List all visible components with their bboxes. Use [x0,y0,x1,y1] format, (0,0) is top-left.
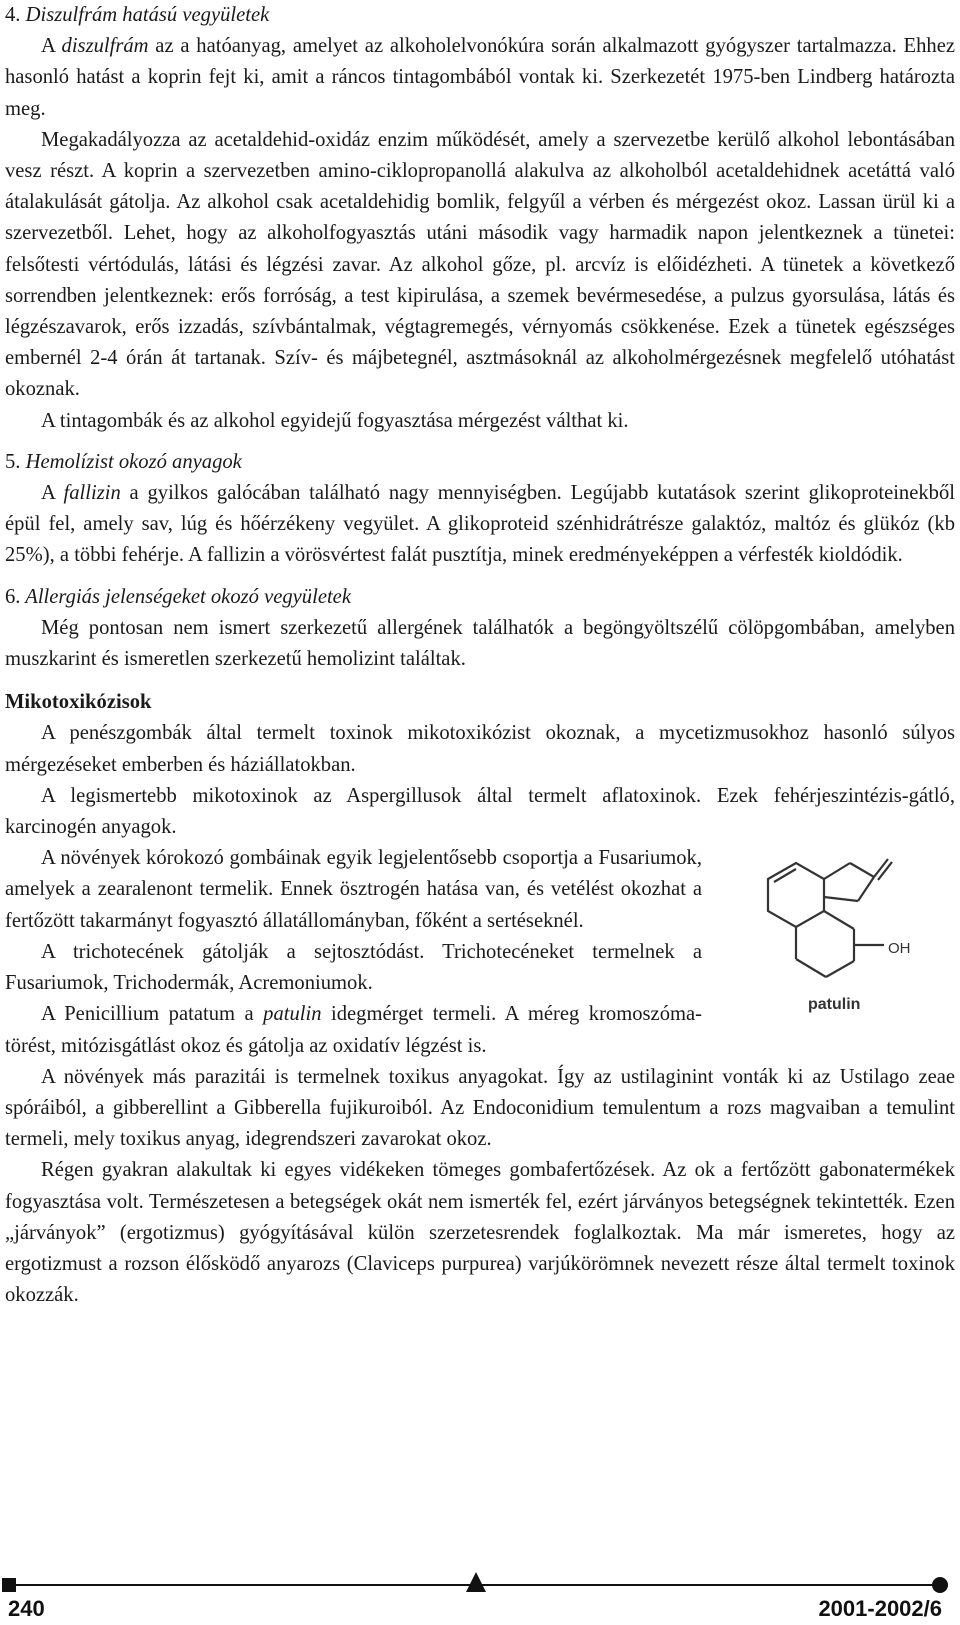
section-4-heading [5,0,955,31]
section-5-title: Hemolízist okozó anyagok [25,450,242,473]
myco-paragraph-1: A penészgombák által termelt toxinok mikotoxikózist okoznak, a mycetizmusokhoz hasonló súlyos mérgezéseket emberben és háziállatokban. [5,722,955,776]
myco-paragraph-6: A növények más parazitái is termelnek toxikus anyagokat. Így az ustilaginint vonták ki az Ustilago zeae spóráiból, a gibberellint a Gibberella fujikuroiból. Az Endoconidium temulentum a rozs magvaiban a temulint termeli, mely toxikus anyag, idegrendszeri zavarokat okoz. [5,1065,955,1151]
section-4-number: 4. [5,4,21,26]
footer-triangle-marker [466,1572,486,1592]
patulin-structure-figure [720,849,955,1054]
section-6-paragraph-1: Még pontosan nem ismert szerkezetű allergének találhatók a begöngyöltszélű cölöpgombában, amelyben muszkarint és ismeretlen szerkezetű hemolizint találtak. [5,616,955,671]
section-4-paragraph-1 [5,31,955,125]
section-4-paragraph-2: Megakadályozza az acetaldehid-oxidáz enzim működését, amely a szervezetbe kerülő alkohol lebontásában vesz részt. A koprin a szervezetben amino-ciklopropanollá alakulva az alkoholból acetaldehidnek acetáttá való átalakulását gátolja. Az alkohol csak acetaldehidig bomlik, felgyűl a vérben és mérgezést okoz. Lassan ürül ki a szervezetből. Lehet, hogy az alkoholfogyasztás utáni második vagy harmadik napon jelentkeznek a tünetei: felsőtesti vértódulás, látási és légzési zavar. Az alkohol gőze, pl. arcvíz is előidézheti. A tünetek a következő sorrendben jelentkeznek: erős forróság, a test kipirulása, a szemek bevérmesedése, a pulzus gyorsulása, látás és légzészavarok, erős izzadás, szívbántalmak, végtagremegés, vérnyomás csökkenése. Ezek a tünetek egészséges embernél 2-4 órán át tartanak. Szív- és májbetegnél, asztmásoknál az alkoholmérgezésnek megfelelő utóhatást okoznak. [5,128,955,401]
myco-paragraph-2: A legismertebb mikotoxinok az Aspergillusok által termelt aflatoxinok. Ezek fehérjeszintézis-gátló, karcinogén anyagok. [5,784,955,839]
term-fallizin: fallizin [63,482,121,505]
page-content [5,0,955,1311]
section-5-number: 5. [5,450,21,473]
figure-caption: patulin [808,996,861,1014]
text-run: A Penicillium patatum a [41,1003,264,1026]
issue-number: 2001-2002/6 [818,1596,942,1621]
section-4-paragraph-3: A tintagombák és az alkohol egyidejű fogyasztása mérgezést válthat ki. [41,409,629,432]
text-run: a gyilkos galócában található nagy mennyiségben. Legújabb kutatások szerint glikoproteinekből épül fel, amely sav, lúg és hőérzékeny vegyület. A glikoproteid szénhidrátrésze galaktóz, maltóz és glükóz (kb 25%), a többi fehérje. A fallizin a vörösvértest falát pusztítja, minek eredményeképpen a vérfesték kioldódik. [5,482,955,567]
term-diszulfram: diszulfrám [61,35,149,58]
section-6-title: Allergiás jelenségeket okozó vegyületek [25,585,351,608]
text-run: A [41,35,62,58]
section-4-title: Diszulfrám hatású vegyületek [25,4,270,26]
myco-paragraph-7: Régen gyakran alakultak ki egyes vidékeken tömeges gombafertőzések. Az ok a fertőzött gabonatermékek fogyasztása volt. Természetesen a betegségek okát nem ismerték fel, ezért járványos betegségnek tekintették. Ezen „járványok” (ergotizmus) gyógyításával külön szerzetesrendek foglalkoztak. Ma már ismeretes, hogy az ergotizmust a rozson élősködő anyarozs (Claviceps purpurea) varjúkörömnek nevezett része által termelt toxinok okozzák. [5,1159,955,1307]
text-run: az a hatóanyag, amelyet az alkoholelvonókúra során alkalmazott gyógyszer tartalmazza. Ehhez hasonló hatást a koprin fejt ki, amit a ráncos tintagombából vontak ki. Szerkezetét 1975-ben Lindberg határozta meg. [5,35,956,120]
term-patulin: patulin [263,1003,322,1026]
page-footer [0,1540,960,1625]
oh-group-label: OH [888,940,911,958]
myco-paragraph-4: A trichotecének gátolják a sejtosztódást. Trichotecéneket termelnek a Fusariumok, Trichodermák, Acremoniumok. [5,940,702,995]
text-run: idegmérget termeli. A méreg kromoszóma-törést, mitózisgátlást okoz és gátolja az oxidatív légzést is. [5,1003,703,1057]
section-6-heading [5,582,955,613]
section-6-number: 6. [5,585,21,608]
page-number: 240 [8,1596,45,1621]
mycotoxicosis-heading: Mikotoxikózisok [5,691,152,714]
footer-circle-marker [932,1577,948,1593]
section-5-paragraph-1 [5,478,955,572]
section-5-heading [5,447,955,478]
myco-paragraph-3: A növények kórokozó gombáinak egyik legjelentősebb csoportja a Fusariumok, amelyek a zearalenont termelik. Ennek ösztrogén hatása van, és vetélést okozhat a fertőzött takarmányt fogyasztó állatállományban, főként a sertéseknél. [5,847,702,932]
text-run: A [41,482,64,505]
